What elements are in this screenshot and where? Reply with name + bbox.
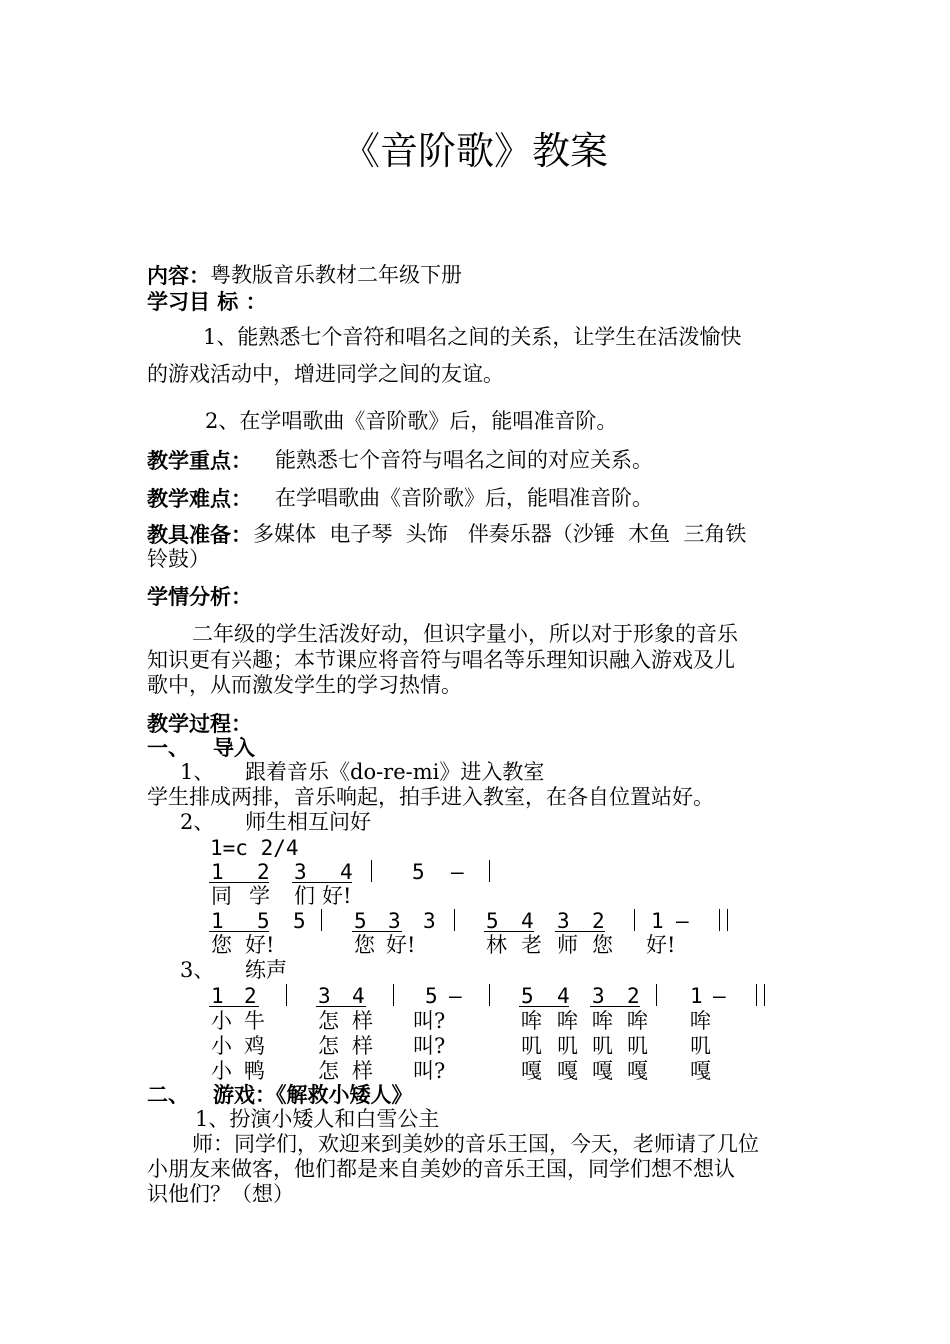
note: 5: [486, 909, 499, 933]
materials-label: 教具准备：: [147, 522, 252, 547]
section-2-line-3: 识他们？（想）: [147, 1182, 294, 1206]
note: 1: [211, 984, 224, 1008]
note: 4: [340, 860, 353, 884]
note: 3: [592, 984, 605, 1008]
note: 5: [425, 984, 438, 1008]
content-value: 粤教版音乐教材二年级下册: [210, 263, 462, 287]
lyric: 老: [521, 933, 542, 957]
bar-line: [393, 984, 394, 1006]
step-2-number: 2、: [180, 810, 215, 834]
step-2-text: 师生相互问好: [245, 810, 371, 834]
lyric: 哞: [557, 1009, 578, 1033]
lyric: 叽: [592, 1034, 613, 1058]
note: 1: [651, 909, 664, 933]
note: 2: [257, 860, 270, 884]
lyric: 哞: [627, 1009, 648, 1033]
beat-underline: [292, 882, 352, 883]
beat-underline: [484, 931, 534, 932]
difficulty-value: 在学唱歌曲《音阶歌》后，能唱准音阶。: [275, 486, 653, 510]
note: 3: [318, 984, 331, 1008]
bar-line: [286, 984, 287, 1006]
lyric: 叽: [557, 1034, 578, 1058]
lyric: 嘎: [521, 1059, 542, 1083]
lyric: 同: [211, 884, 232, 908]
beat-underline: [209, 931, 269, 932]
note-dash: —: [676, 909, 689, 933]
key-point-label: 教学重点：: [147, 448, 252, 473]
beat-underline: [316, 1006, 366, 1007]
objective-1-line-2: 的游戏活动中，增进同学之间的友谊。: [147, 362, 504, 386]
objective-2: 2、在学唱歌曲《音阶歌》后，能唱准音阶。: [205, 409, 618, 433]
content-label: 内容：: [147, 263, 210, 288]
note: 5: [354, 909, 367, 933]
beat-underline: [590, 1006, 640, 1007]
process-label: 教学过程：: [147, 711, 252, 736]
analysis-line-1: 二年级的学生活泼好动，但识字量小，所以对于形象的音乐: [192, 622, 738, 646]
page-title: 《音阶歌》教案: [341, 129, 608, 173]
lyric: 学: [249, 884, 270, 908]
lyric: 哞: [592, 1009, 613, 1033]
bar-line: [727, 909, 728, 931]
lyric: 您: [592, 933, 613, 957]
beat-underline: [555, 931, 605, 932]
section-1-number: 一、: [147, 735, 189, 760]
lyric: 您: [211, 933, 232, 957]
bar-line: [634, 909, 635, 931]
note: 1: [211, 860, 224, 884]
lyric: 们: [294, 884, 315, 908]
lyric: 叽: [521, 1034, 542, 1058]
step-1-text: 跟着音乐《do-re-mi》进入教室: [245, 760, 545, 784]
lyric: 叫?: [413, 1009, 446, 1033]
lyric: 样: [352, 1034, 373, 1058]
step-3-text: 练声: [245, 958, 287, 982]
lyric: 嘎: [557, 1059, 578, 1083]
lyric: 叽: [627, 1034, 648, 1058]
bar-line: [454, 909, 455, 931]
step-1-description: 学生排成两排，音乐响起，拍手进入教室，在各自位置站好。: [147, 785, 714, 809]
note: 4: [352, 984, 365, 1008]
beat-underline: [209, 1006, 259, 1007]
note-dash: —: [451, 860, 464, 884]
music-key: 1=c 2/4: [210, 836, 299, 860]
bar-line: [764, 984, 765, 1006]
note-dash: —: [713, 984, 726, 1008]
step-3-number: 3、: [180, 958, 215, 982]
lyric: 鸡: [244, 1034, 265, 1058]
lyric: 样: [352, 1059, 373, 1083]
materials-line-1: 多媒体 电子琴 头饰 伴奏乐器（沙锤 木鱼 三角铁: [253, 522, 747, 546]
analysis-label: 学情分析：: [147, 584, 252, 609]
lyric: 嘎: [592, 1059, 613, 1083]
analysis-line-3: 歌中，从而激发学生的学习热情。: [147, 673, 462, 697]
lyric: 鸭: [244, 1059, 265, 1083]
lyric: 林: [486, 933, 507, 957]
lyric: 哞: [521, 1009, 542, 1033]
note: 5: [521, 984, 534, 1008]
note: 5: [412, 860, 425, 884]
bar-line: [756, 984, 757, 1006]
note: 5: [293, 909, 306, 933]
lyric: 样: [352, 1009, 373, 1033]
bar-line: [371, 860, 372, 882]
bar-line: [656, 984, 657, 1006]
lyric: 好!: [245, 933, 275, 957]
lyric: 小: [211, 1059, 232, 1083]
lyric: 嘎: [627, 1059, 648, 1083]
lyric: 师: [557, 933, 578, 957]
objective-1-line-1: 1、能熟悉七个音符和唱名之间的关系，让学生在活泼愉快: [203, 325, 742, 349]
note: 1: [211, 909, 224, 933]
lyric: 牛: [244, 1009, 265, 1033]
lyric: 怎: [318, 1034, 339, 1058]
note: 2: [592, 909, 605, 933]
note: 3: [423, 909, 436, 933]
section-2-heading: 游戏：《解救小矮人》: [213, 1082, 413, 1107]
beat-underline: [519, 1006, 569, 1007]
beat-underline: [209, 882, 269, 883]
lyric: 小: [211, 1034, 232, 1058]
materials-line-2: 铃鼓）: [147, 547, 210, 571]
note: 4: [557, 984, 570, 1008]
section-1-heading: 导入: [213, 735, 255, 760]
lyric: 您: [354, 933, 375, 957]
lyric: 嘎: [690, 1059, 711, 1083]
lyric: 好!: [646, 933, 676, 957]
note: 4: [521, 909, 534, 933]
beat-underline: [352, 931, 402, 932]
section-2-line-1: 师：同学们，欢迎来到美妙的音乐王国，今天，老师请了几位: [192, 1132, 759, 1156]
lyric: 叫?: [413, 1059, 446, 1083]
bar-line: [321, 909, 322, 931]
note: 2: [244, 984, 257, 1008]
note: 2: [627, 984, 640, 1008]
lyric: 哞: [690, 1009, 711, 1033]
bar-line: [719, 909, 720, 931]
objectives-label: 学习目 标 ：: [147, 289, 267, 314]
note: 5: [257, 909, 270, 933]
note: 3: [294, 860, 307, 884]
lyric: 叫?: [413, 1034, 446, 1058]
section-2-number: 二、: [147, 1082, 189, 1107]
lyric: 小: [211, 1009, 232, 1033]
bar-line: [489, 984, 490, 1006]
bar-line: [489, 860, 490, 882]
key-point-value: 能熟悉七个音符与唱名之间的对应关系。: [275, 448, 653, 472]
lyric: 好!: [386, 933, 416, 957]
step-1-number: 1、: [180, 760, 215, 784]
lyric: 叽: [690, 1034, 711, 1058]
lyric: 怎: [318, 1059, 339, 1083]
lyric: 怎: [318, 1009, 339, 1033]
section-2-step-1: 1、扮演小矮人和白雪公主: [195, 1107, 440, 1131]
note: 3: [557, 909, 570, 933]
lyric: 好!: [322, 884, 352, 908]
section-2-line-2: 小朋友来做客，他们都是来自美妙的音乐王国，同学们想不想认: [147, 1157, 735, 1181]
note: 1: [690, 984, 703, 1008]
analysis-line-2: 知识更有兴趣；本节课应将音符与唱名等乐理知识融入游戏及儿: [147, 648, 735, 672]
difficulty-label: 教学难点：: [147, 486, 252, 511]
note-dash: —: [449, 984, 462, 1008]
note: 3: [388, 909, 401, 933]
